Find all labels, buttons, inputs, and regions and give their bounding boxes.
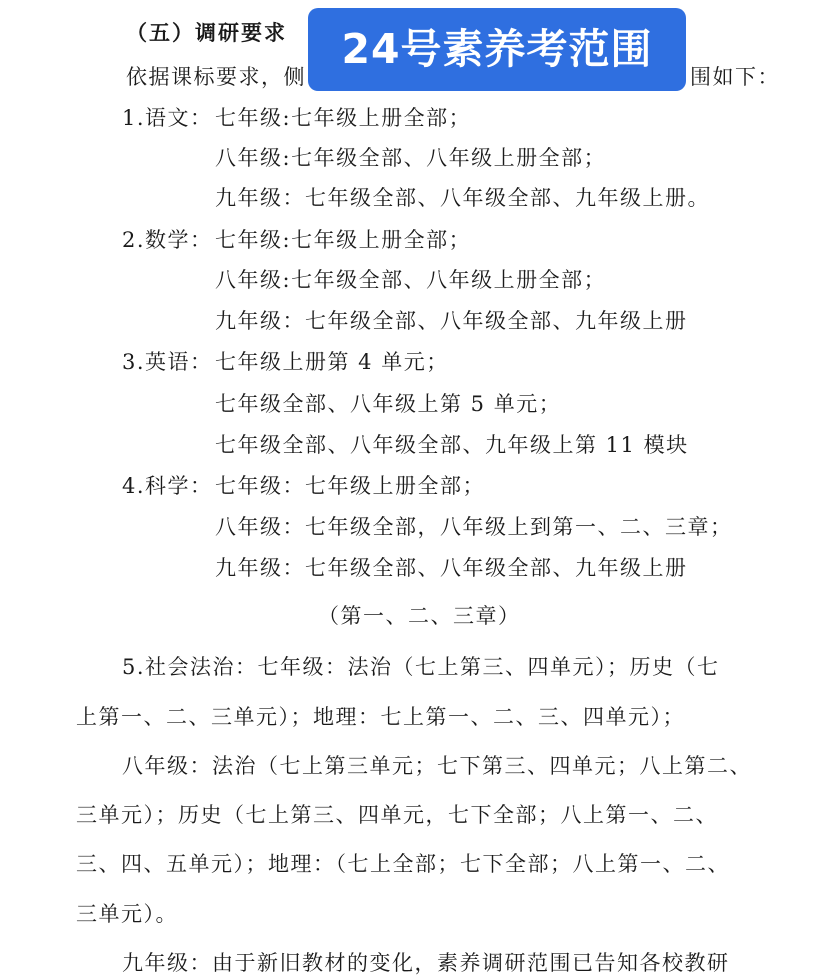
english-grade8: 七年级全部、八年级上第 5 单元；	[215, 392, 562, 416]
math-grade8: 八年级:七年级全部、八年级上册全部；	[215, 268, 607, 292]
intro-text-right: 围如下：	[690, 65, 780, 89]
science-grade9: 九年级：七年级全部、八年级全部、九年级上册	[215, 556, 688, 580]
science-grade8: 八年级：七年级全部，八年级上到第一、二、三章；	[215, 515, 733, 539]
english-grade7: 七年级上册第 4 单元；	[215, 350, 449, 374]
english-grade9: 七年级全部、八年级全部、九年级上第 11 模块	[215, 433, 689, 457]
intro-text-left: 依据课标要求，侧	[126, 65, 306, 89]
math-grade7: 七年级:七年级上册全部；	[215, 228, 472, 252]
section-heading: （五）调研要求	[126, 20, 287, 45]
social-paragraph2-line2: 三单元）；历史（七上第三、四单元，七下全部；八上第一、二、	[76, 803, 718, 827]
chinese-grade9: 九年级：七年级全部、八年级全部、九年级上册。	[215, 186, 710, 210]
social-paragraph2-line4: 三单元）。	[76, 902, 178, 926]
science-label: 4.科学：	[122, 474, 213, 498]
chinese-grade8: 八年级:七年级全部、八年级上册全部；	[215, 146, 607, 170]
social-paragraph3-line1: 九年级：由于新旧教材的变化，素养调研范围已告知各校教研	[122, 951, 730, 975]
social-paragraph2-line1: 八年级：法治（七上第三单元；七下第三、四单元；八上第二、	[122, 754, 752, 778]
science-grade7: 七年级：七年级上册全部；	[215, 474, 485, 498]
math-label: 2.数学：	[122, 228, 213, 252]
science-grade9-note: （第一、二、三章）	[318, 604, 521, 628]
social-paragraph2-line3: 三、四、五单元）；地理：（七上全部；七下全部；八上第一、二、	[76, 852, 730, 876]
social-paragraph1-line1: 5.社会法治：七年级：法治（七上第三、四单元）；历史（七	[122, 655, 720, 679]
chinese-grade7: 七年级:七年级上册全部；	[215, 106, 472, 130]
social-paragraph1-line2: 上第一、二、三单元）；地理：七上第一、二、三、四单元）；	[76, 705, 685, 729]
title-banner: 24号素养考范围	[308, 8, 686, 91]
math-grade9: 九年级：七年级全部、八年级全部、九年级上册	[215, 309, 688, 333]
english-label: 3.英语：	[122, 350, 213, 374]
chinese-label: 1.语文：	[122, 106, 213, 130]
